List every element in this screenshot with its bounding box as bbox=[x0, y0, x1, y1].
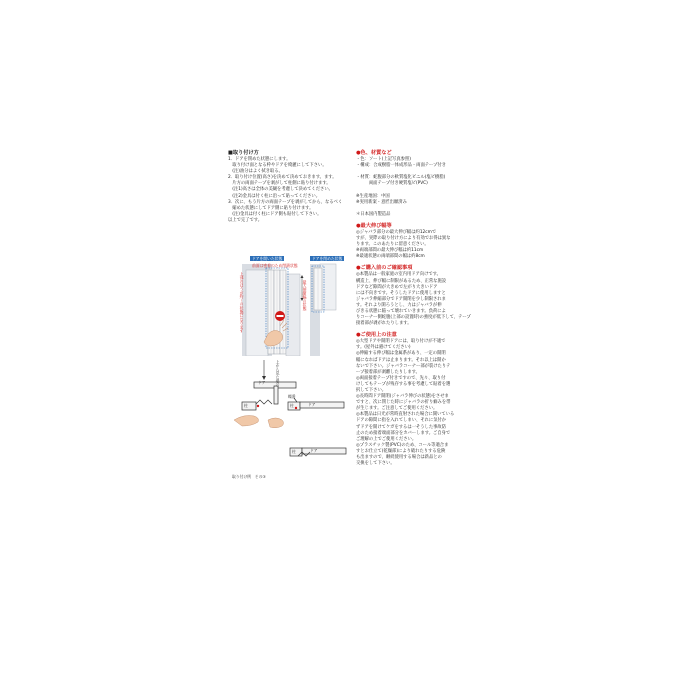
material-line: 両面テープ付き硬質塩ビ(PVC) bbox=[356, 181, 428, 187]
step-line: 縮めた状態にしてドア側に貼り付けます。 bbox=[228, 205, 314, 211]
material-line: ・色：ソート(上記写真参照) bbox=[356, 157, 411, 162]
check-line: びきる状態に陥って壊れていきます。負荷によ bbox=[356, 308, 446, 314]
label-door-top: ドア bbox=[258, 380, 266, 385]
material-heading: ●色、材質など bbox=[356, 150, 392, 156]
caution-line: ◎長時間ドア開閉(ジャバラ伸びの状態)をさせま bbox=[356, 394, 449, 400]
label-top-view: 上から見た場合 bbox=[276, 360, 281, 387]
mounting-diagram bbox=[228, 360, 348, 490]
diagram-caption: 取り付け例 その③ bbox=[232, 474, 266, 479]
caution-line: 交換をして下さい。 bbox=[356, 461, 395, 467]
check-line: ドアなど隙間が大きめで左がり大きいドア bbox=[356, 284, 438, 290]
step-line: 以上で完了です。 bbox=[228, 217, 263, 223]
label-pillar-3: 柱 bbox=[292, 449, 296, 454]
caution-line: 択して下さい。 bbox=[356, 388, 387, 393]
caution-line: けしてもテープが残存する事を考慮して貼着を選 bbox=[356, 381, 451, 387]
width-heading: ●最大伸び幅等 bbox=[356, 222, 392, 229]
caution-line: ◎伸縮する伸び幅は金属系があり、一定の開閉 bbox=[356, 351, 446, 357]
material-line: ＊日本国内製造品 bbox=[356, 211, 391, 217]
check-line: ジャバラ伸縮部分でドア開閉を少し制限されま bbox=[356, 296, 446, 302]
caution-line: ◎大型ドアや開閉ドアには、取り付けが不適で bbox=[356, 339, 446, 345]
label-side-left: 上部のほうが約〜の状態になります bbox=[240, 272, 245, 333]
caution-line: す。(屋外は避けてください) bbox=[356, 345, 411, 351]
width-line: ※最適状態の両端部間の幅は約8cm bbox=[356, 254, 425, 260]
step-line: 2．取り付け位置(高さ)を決めて決めておきます。ます。 bbox=[228, 175, 337, 181]
label-door: ドア bbox=[308, 402, 316, 407]
check-lines bbox=[356, 272, 474, 327]
specification-column bbox=[356, 150, 474, 467]
width-line: ◎ジャバラ部分の最大伸び幅は約12cmで bbox=[356, 229, 437, 235]
top-view-diagram bbox=[228, 360, 348, 490]
material-line: ・材質：蛇腹部分の軟質塩化ビニル(塩ビ樹脂) bbox=[356, 175, 446, 181]
step-line: 1．ドアを閉めた状態にします。 bbox=[228, 157, 291, 162]
installation-heading: ■取り付け方 bbox=[228, 150, 259, 156]
product-instruction-sheet bbox=[228, 150, 473, 550]
width-line: ※両端部間の最大伸び幅は約11cm bbox=[356, 248, 424, 254]
step-line: 取り付け面となる枠やドアを綺麗にして下さい。 bbox=[228, 163, 327, 169]
caution-line: 止のため接着端面部分をカバーします。ご自身で bbox=[356, 430, 451, 436]
caution-line: ないで下さい。ジャバラコーナー部が裂けたりテ bbox=[356, 363, 451, 369]
caution-line: ◎プラスチック製(PVC)のため、コール等適合ま bbox=[356, 442, 449, 448]
check-line: 構造上、伸び幅に制限があるため、正常な施設 bbox=[356, 278, 447, 284]
material-lines bbox=[356, 157, 474, 218]
caution-line: ご理解の上でご使用ください。 bbox=[356, 436, 417, 442]
caution-lines bbox=[356, 339, 474, 467]
step-line: 3．次に、もう片方の両面テープを剥がしてから、なるべく bbox=[228, 199, 343, 205]
label-closed-note: 前面は密着のため閉鎖状態 bbox=[252, 263, 298, 268]
caution-line: ドアの隙間に指を入れてしまい、それに気付か bbox=[356, 418, 447, 424]
caution-line: ◎両面接着テープ付きですので、先々、取り付 bbox=[356, 375, 446, 381]
step-line: 片方の両面テープを剥がして柱側に貼り付けます。 bbox=[228, 181, 331, 187]
width-lines bbox=[356, 230, 474, 260]
label-side-right: 最大伸縮幅の状態 bbox=[303, 280, 308, 311]
caution-line: すとお仕立て(乾燥部)により破れたりする危険 bbox=[356, 448, 446, 454]
caution-line: ープ接着部が剥離したりします。 bbox=[356, 369, 420, 375]
label-pillar-2: 柱 bbox=[290, 403, 294, 408]
step-line: (注)金具は付く柱にドア側も貼付して下さい。 bbox=[228, 211, 322, 217]
check-line: りコーナー側蛇腹(上部の設置時)の強度が低下して、テープ bbox=[356, 315, 471, 321]
label-door-closed: ドアを閉めた状態 bbox=[312, 256, 343, 261]
product-photo bbox=[240, 256, 344, 356]
width-line: すが、実際の取り付け方により有効でお得は異な bbox=[356, 236, 451, 242]
check-line: す。それより開ろうとし、力はジャバラが伸 bbox=[356, 302, 442, 308]
installation-steps bbox=[228, 157, 348, 224]
step-line: (注)油分はよく拭き取る。 bbox=[228, 169, 283, 175]
label-hinge: 蝶番 bbox=[288, 394, 296, 399]
width-line: ります。このあたりに留意ください。 bbox=[356, 242, 429, 248]
material-line: ※生産地国：中国 bbox=[356, 193, 390, 199]
label-door-open: ドアを開いた状態 bbox=[252, 256, 283, 261]
check-line: ◎本製品は一般家庭の室内用ドア向けです。 bbox=[356, 272, 441, 278]
caution-line: も出ますので、継続使用する場合は新品との bbox=[356, 455, 442, 461]
caution-line: ですと、次に閉じた時にジャバラの折り癖みを帯 bbox=[356, 400, 451, 406]
material-line: ・構成：合成樹脂一体成形品・両面テープ付き bbox=[356, 163, 447, 169]
check-line: には不向きです。そうしたドアに使用しますと bbox=[356, 290, 446, 296]
caution-line: ずドアを開けてケガをするは一そうした事故防 bbox=[356, 424, 447, 430]
material-line: ※実用新案・意匠出願済み bbox=[356, 199, 407, 205]
check-line: 接着部が剥がれたりします。 bbox=[356, 321, 412, 327]
caution-line: ◎本製品は日光が常時直射された場合に開いている bbox=[356, 412, 455, 418]
caution-heading: ●ご使用上の注意 bbox=[356, 332, 397, 339]
step-line: (注2)金具は付く柱に沿って貼ってください。 bbox=[228, 193, 321, 199]
door-corner-guard-illustration bbox=[240, 256, 344, 356]
check-heading: ●ご購入前のご確認事項 bbox=[356, 265, 413, 272]
label-door-2: ドア bbox=[310, 448, 318, 453]
step-line: (注1)高さは全体の美観を考慮して決めてください。 bbox=[228, 187, 333, 193]
label-pillar: 柱 bbox=[244, 403, 248, 408]
caution-line: が生じます。ご注意してご使用ください。 bbox=[356, 406, 438, 412]
installation-column bbox=[228, 150, 348, 479]
caution-line: 幅になればドアは止まります。それ以上は開か bbox=[356, 357, 446, 363]
